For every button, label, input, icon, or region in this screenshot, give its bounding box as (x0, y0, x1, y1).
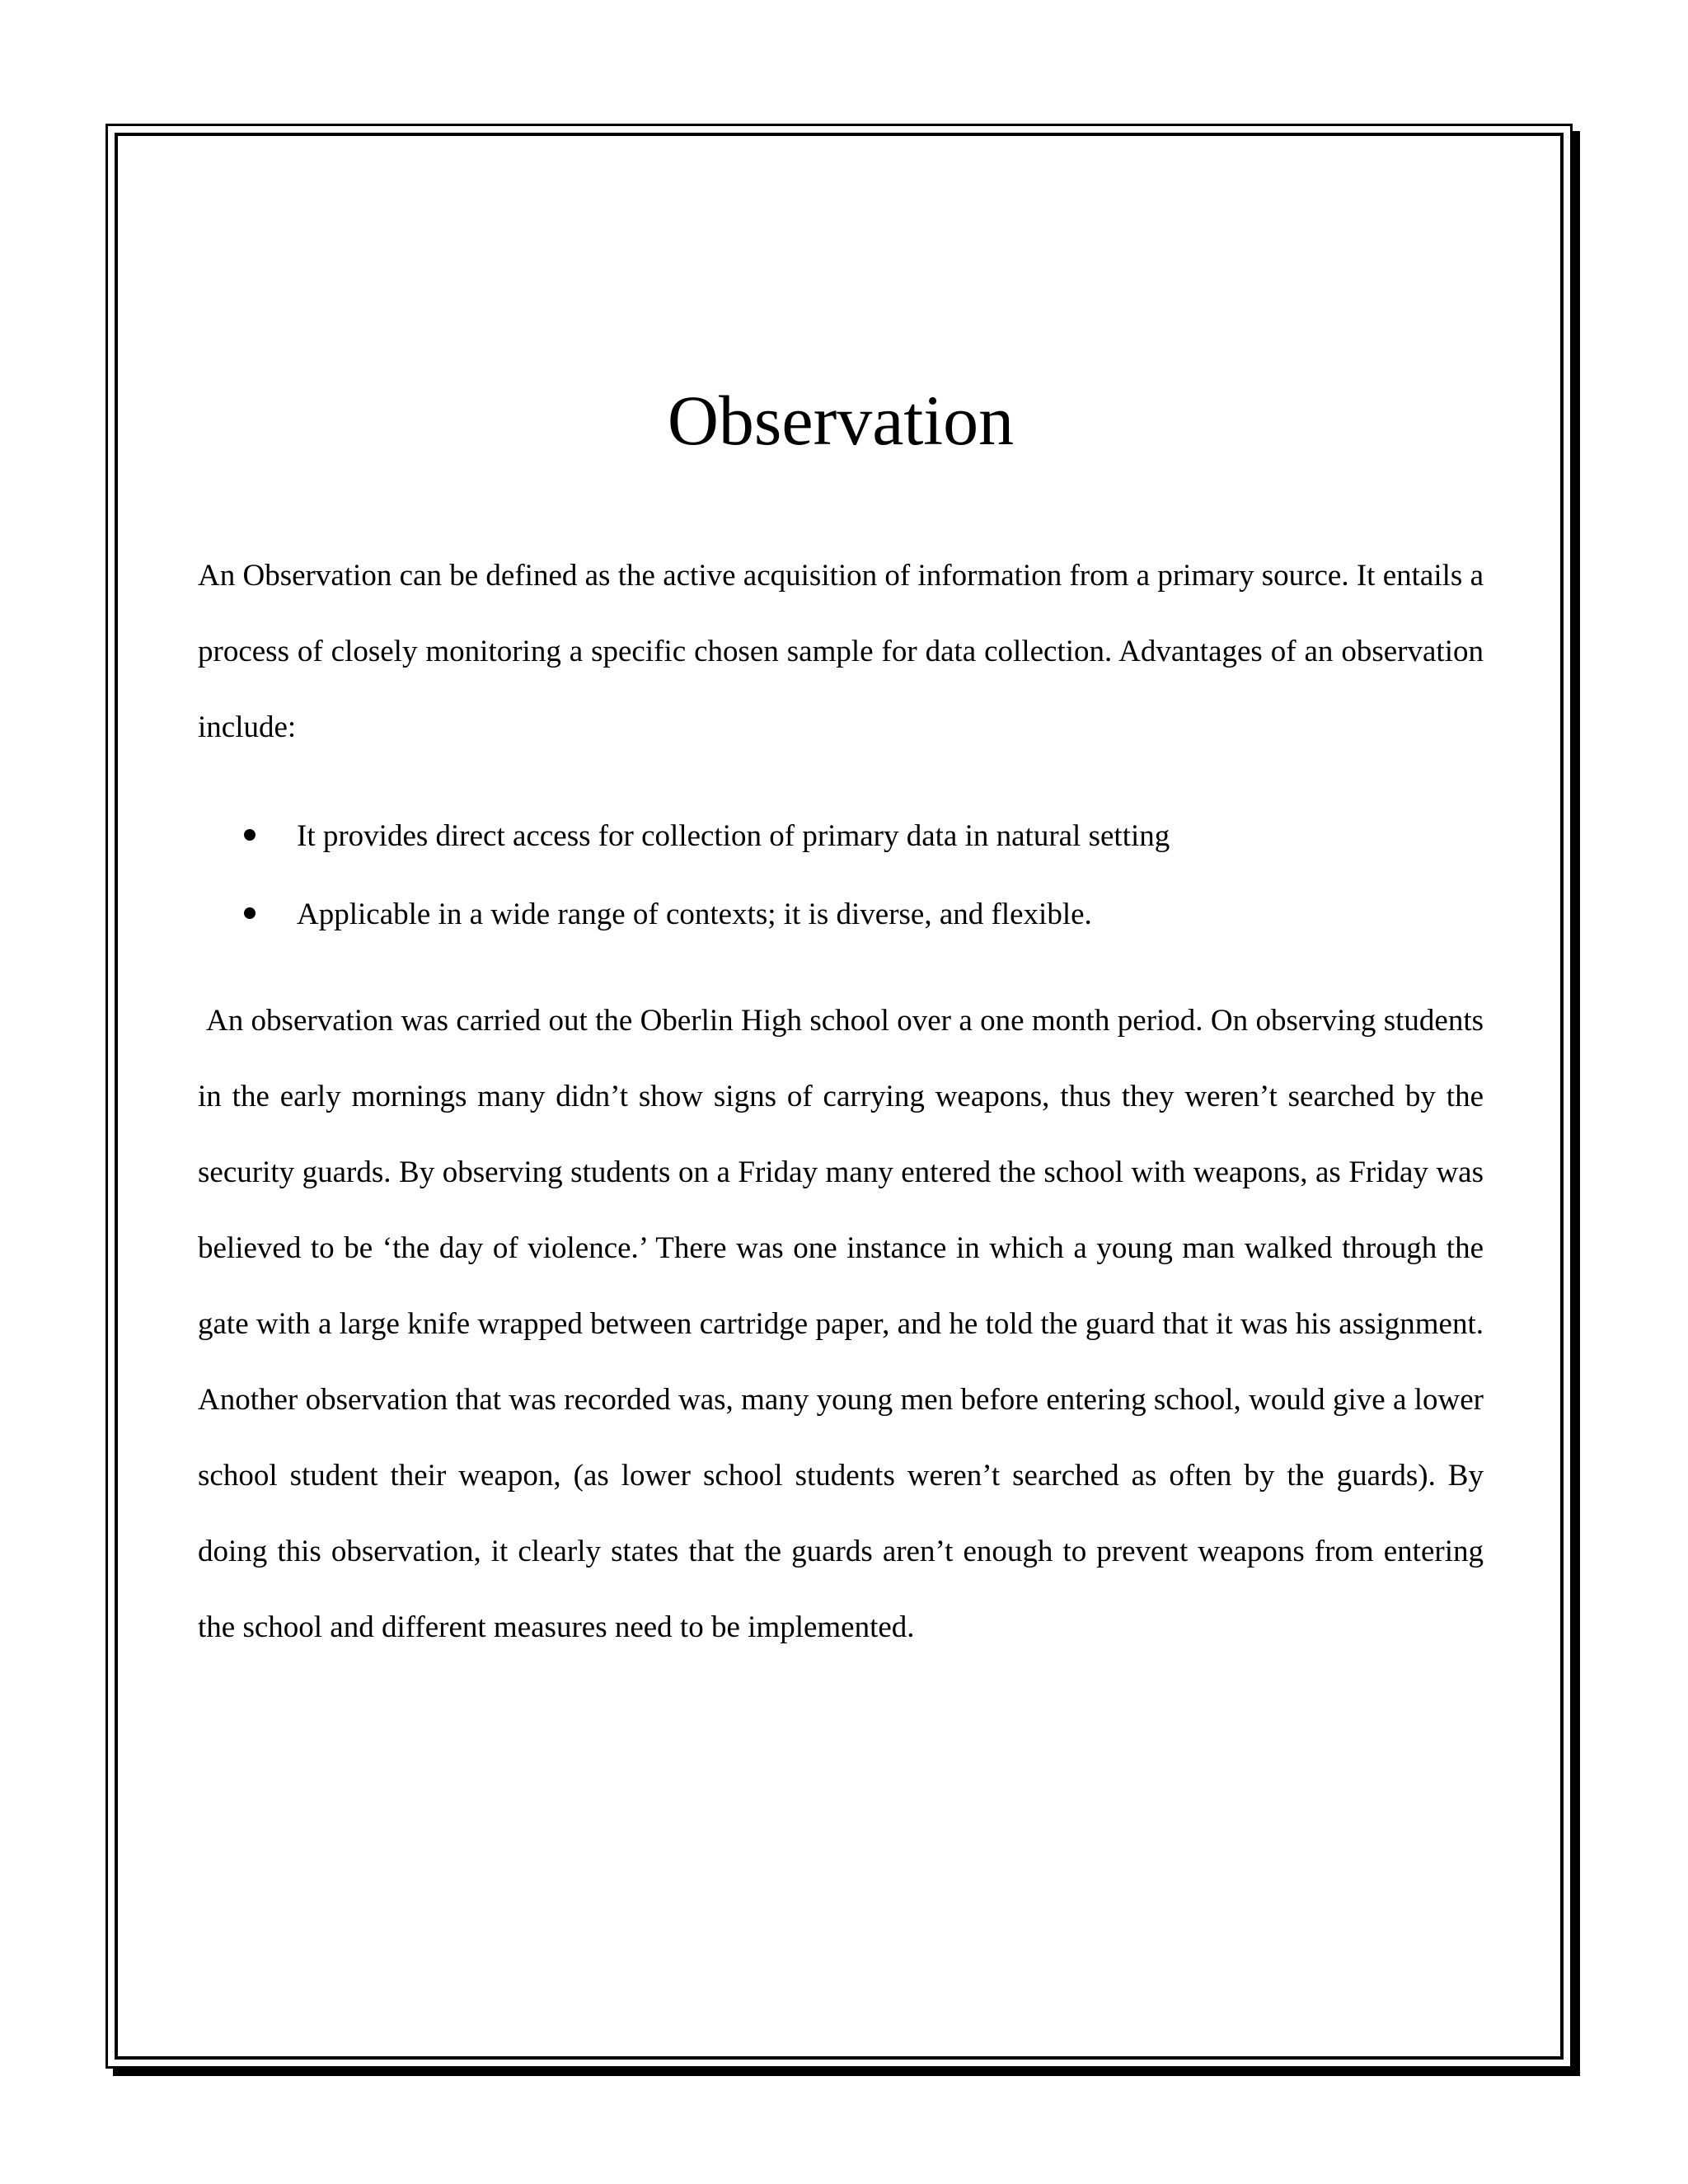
list-item-text: Applicable in a wide range of contexts; it is diverse, and flexible. (297, 898, 1092, 931)
advantages-list (198, 797, 1484, 954)
list-item (198, 797, 1484, 875)
bullet-icon (244, 907, 256, 919)
list-item-text: It provides direct access for collection of primary data in natural setting (297, 819, 1170, 853)
intro-paragraph: An Observation can be defined as the active acquisition of information from a primary source. It entails a process of closely monitoring a specific chosen sample for data collection. Advantages of an observation include: (198, 559, 1484, 744)
page-title: Observation (667, 381, 1015, 460)
body-paragraph: An observation was carried out the Oberlin High school over a one month period. On observing students in the early mornings many didn’t show signs of carrying weapons, thus they weren’t searched by the security guards. By observing students on a Friday many entered the school with weapons, as Friday was believed to be ‘the day of violence.’ There was one instance in which a young man walked through the gate with a large knife wrapped between cartridge paper, and he told the guard that it was his assignment. Another observation that was recorded was, many young men before entering school, would give a lower school student their weapon, (as lower school students weren’t searched as often by the guards). By doing this observation, it clearly states that the guards aren’t enough to prevent weapons from entering the school and different measures need to be implemented. (198, 1004, 1484, 1644)
document-content (198, 375, 1484, 1666)
bullet-icon (244, 829, 256, 841)
list-item (198, 875, 1484, 954)
